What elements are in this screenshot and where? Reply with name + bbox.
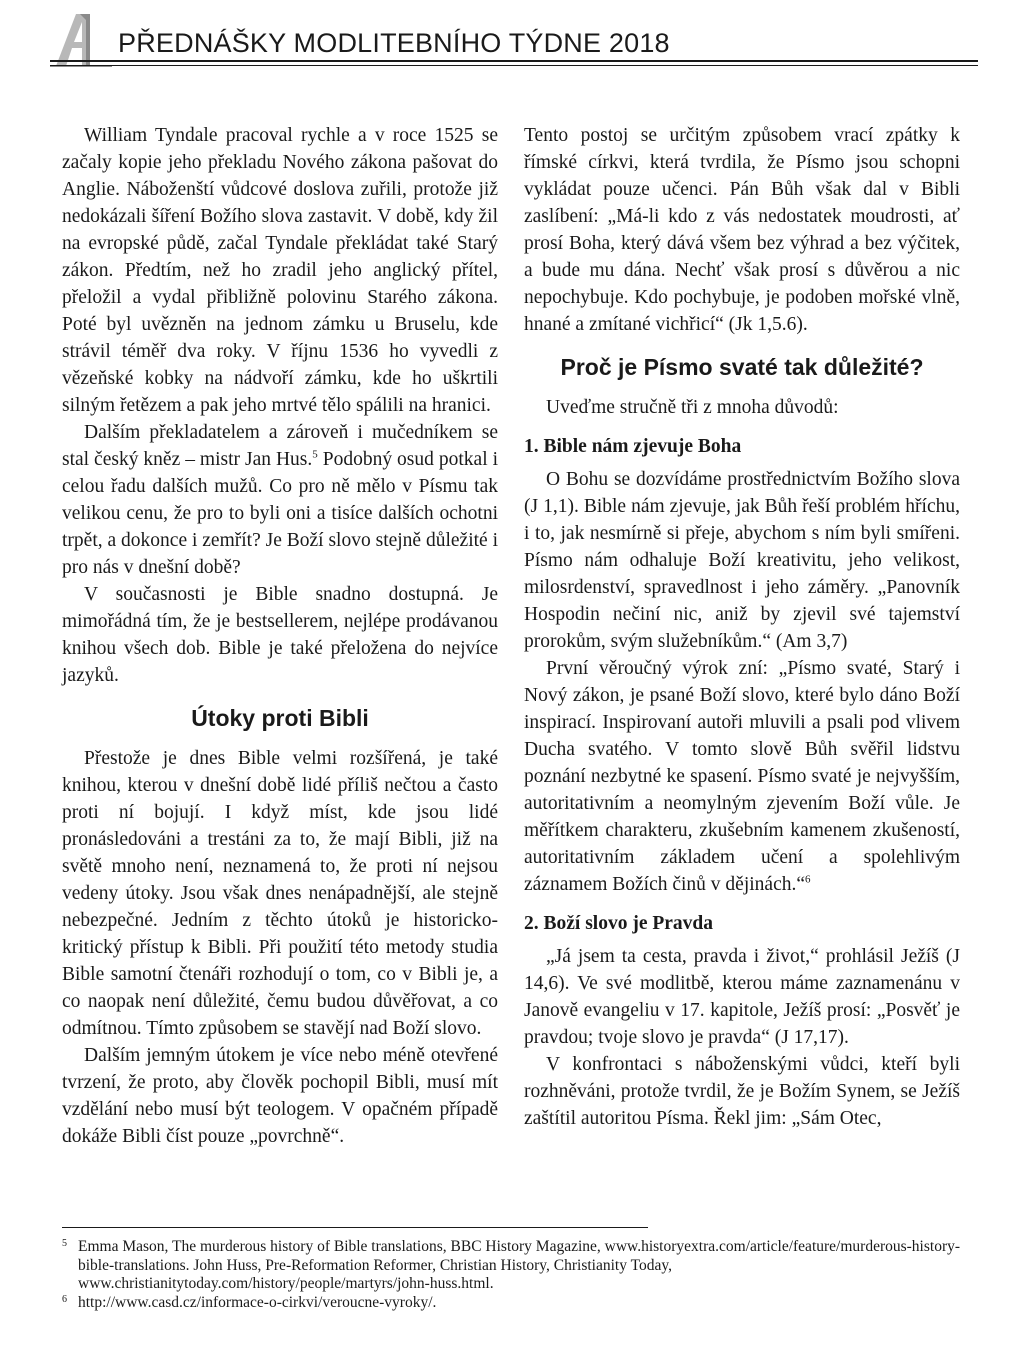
- header-rule: [50, 60, 978, 62]
- footnote: [62, 1238, 962, 1294]
- paragraph: Uveďme stručně tři z mnoha důvodů:: [546, 397, 839, 418]
- paragraph: „Já jsem ta cesta, pravda i život,“ prohlásil Ježíš (J 14,6). Ve své modlitbě, kterou máme zaznamenánu v Janově evangeliu v 17. kapitole, Ježíš prosí: „Posvěť je pravdou; tvoje slovo je pravda“ (J 17,17).: [524, 946, 960, 1048]
- footnote-text: Emma Mason, The murderous history of Bible translations, BBC History Magazine, www.historyextra.com/article/feature/murderous-history-bible-translations. John Huss, Pre-Reformation Reformer, Christian History, Christianity Today, www.christianitytoday.com/history/people/martyrs/john-huss.html.: [78, 1238, 961, 1292]
- paragraph: Dalším jemným útokem je více nebo méně otevřené tvrzení, že proto, aby člověk pochopil Bibli, musí mít vzdělání nebo musí být teologem. V opačném případě dokáže Bibli číst pouze „povrchně“.: [62, 1045, 498, 1147]
- footnote-ref[interactable]: 5: [312, 448, 318, 461]
- paragraph: Dalším překladatelem a zároveň i mučedníkem se stal český kněz – mistr Jan Hus.$^5$ Podobný osud potkal i celou řadu dalších mužů. Co pro ně mělo v Písmu tak velikou cenu, že pro to byli oni a tisíce dalších ochotni trpět, a dokonce i zemřít? Je Boží slovo stejně důležité i pro nás v dnešní době?: [62, 422, 499, 578]
- running-title: PŘEDNÁŠKY MODLITEBNÍHO TÝDNE 2018: [118, 28, 670, 58]
- section-heading: Útoky proti Bibli: [191, 705, 369, 731]
- footnote-ref[interactable]: 6: [805, 873, 811, 886]
- left-column: [62, 122, 498, 1150]
- footnote-text[interactable]: http://www.casd.cz/informace-o-cirkvi/veroucne-vyroky/.: [78, 1293, 437, 1311]
- publication-logo-icon: [50, 8, 112, 68]
- paragraph: Přestože je dnes Bible velmi rozšířená, je také knihou, kterou v dnešní době lidé příliš nečtou a často proti ní bojují. I když míst, kde jsou lidé pronásledováni a trestáni za to, že mají Bibli, již na světě mnoho není, neznamená to, že proti ní nejsou vedeny útoky. Jsou však dnes nenápadnější, ale stejně nebezpečné. Jedním z těchto útoků je historicko-kritický přístup k Bibli. Při použití této metody studia Bible samotní čtenáři rozhodují o tom, co v Bibli je, a co naopak není důležité, čemu budou důvěřovat, a co odmítnou. Tímto způsobem se stavějí nad Boží slovo.: [62, 748, 498, 1039]
- subheading: 1. Bible nám zjevuje Boha: [524, 436, 742, 457]
- footnote-divider: [62, 1227, 648, 1228]
- paragraph: William Tyndale pracoval rychle a v roce 1525 se začaly kopie jeho překladu Nového zákona pašovat do Anglie. Náboženští vůdcové doslova zuřili, protože již nedokázali šíření Božího slova zastavit. V době, kdy žil na evropské půdě, začal Tyndale překládat také Starý zákon. Předtím, než ho zradil jeho anglický přítel, přeložil a vydal přibližně polovinu Starého zákona. Poté byl uvězněn na jednom zámku u Bruselu, kde strávil téměř dva roky. V říjnu 1536 ho vyvedli z vězeňské kobky na nádvoří zámku, kde ho uškrtili silným řetězem a pak jeho mrtvé tělo spálili na hranici.: [62, 125, 498, 416]
- footnote-number: 5: [62, 1238, 67, 1249]
- footnotes: [62, 1238, 962, 1312]
- footnote: [62, 1294, 962, 1313]
- paragraph: První věroučný výrok zní: „Písmo svaté, Starý i Nový zákon, je psané Boží slovo, které bylo dáno Boží inspirací. Inspirovaní autoři mluvili a psali pod vlivem Ducha svatého. V tomto slově Bůh svěřil lidstvu poznání nezbytné ke spasení. Písmo svaté je nejvyšším, autoritativním a neomylným zjevením Boží vůle. Je měřítkem charakteru, zkušebním kamenem zkušeností, autoritativním základem učení a spolehlivým záznamem Božích činů v dějinách.“$^6$: [524, 658, 960, 895]
- page-header: [50, 8, 980, 68]
- subheading: 2. Boží slovo je Pravda: [524, 913, 714, 934]
- right-column: [524, 122, 960, 1132]
- section-heading: Proč je Písmo svaté tak důležité?: [560, 354, 924, 380]
- paragraph: O Bohu se dozvídáme prostřednictvím Božího slova (J 1,1). Bible nám zjevuje, jak Bůh řeší problém hříchu, i to, jak nesmírně si přeje, abychom s ním byli smířeni. Písmo nám odhaluje Boží kreativitu, jeho velikost, milosrdenství, spravedlnost i jeho záměry. „Panovník Hospodin nečiní nic, aniž by zjevil své tajemství prorokům, svým služebníkům.“ (Am 3,7): [524, 469, 960, 652]
- paragraph: Tento postoj se určitým způsobem vrací zpátky k římské církvi, která tvrdila, že Písmo jsou schopni vykládat pouze učenci. Pán Bůh však dal v Bibli zaslíbení: „Má-li kdo z vás nedostatek moudrosti, ať prosí Boha, který dává všem bez výhrad a bez výčitek, a bude mu dána. Nechť však prosí s důvěrou a nic nepochybuje. Kdo pochybuje, je podoben mořské vlně, hnané a zmítané vichřicí“ (Jk 1,5.6).: [524, 125, 960, 335]
- header-rule-thin: [50, 65, 978, 66]
- paragraph: V konfrontaci s náboženskými vůdci, kteří byli rozhněváni, protože tvrdil, že je Božím Synem, se Ježíš zaštítil autoritou Písma. Řekl jim: „Sám Otec,: [524, 1054, 960, 1129]
- paragraph: V současnosti je Bible snadno dostupná. Je mimořádná tím, že je bestsellerem, nejlépe prodávanou knihou všech dob. Bible je také přeložena do nejvíce jazyků.: [62, 584, 498, 686]
- footnote-number: 6: [62, 1293, 67, 1305]
